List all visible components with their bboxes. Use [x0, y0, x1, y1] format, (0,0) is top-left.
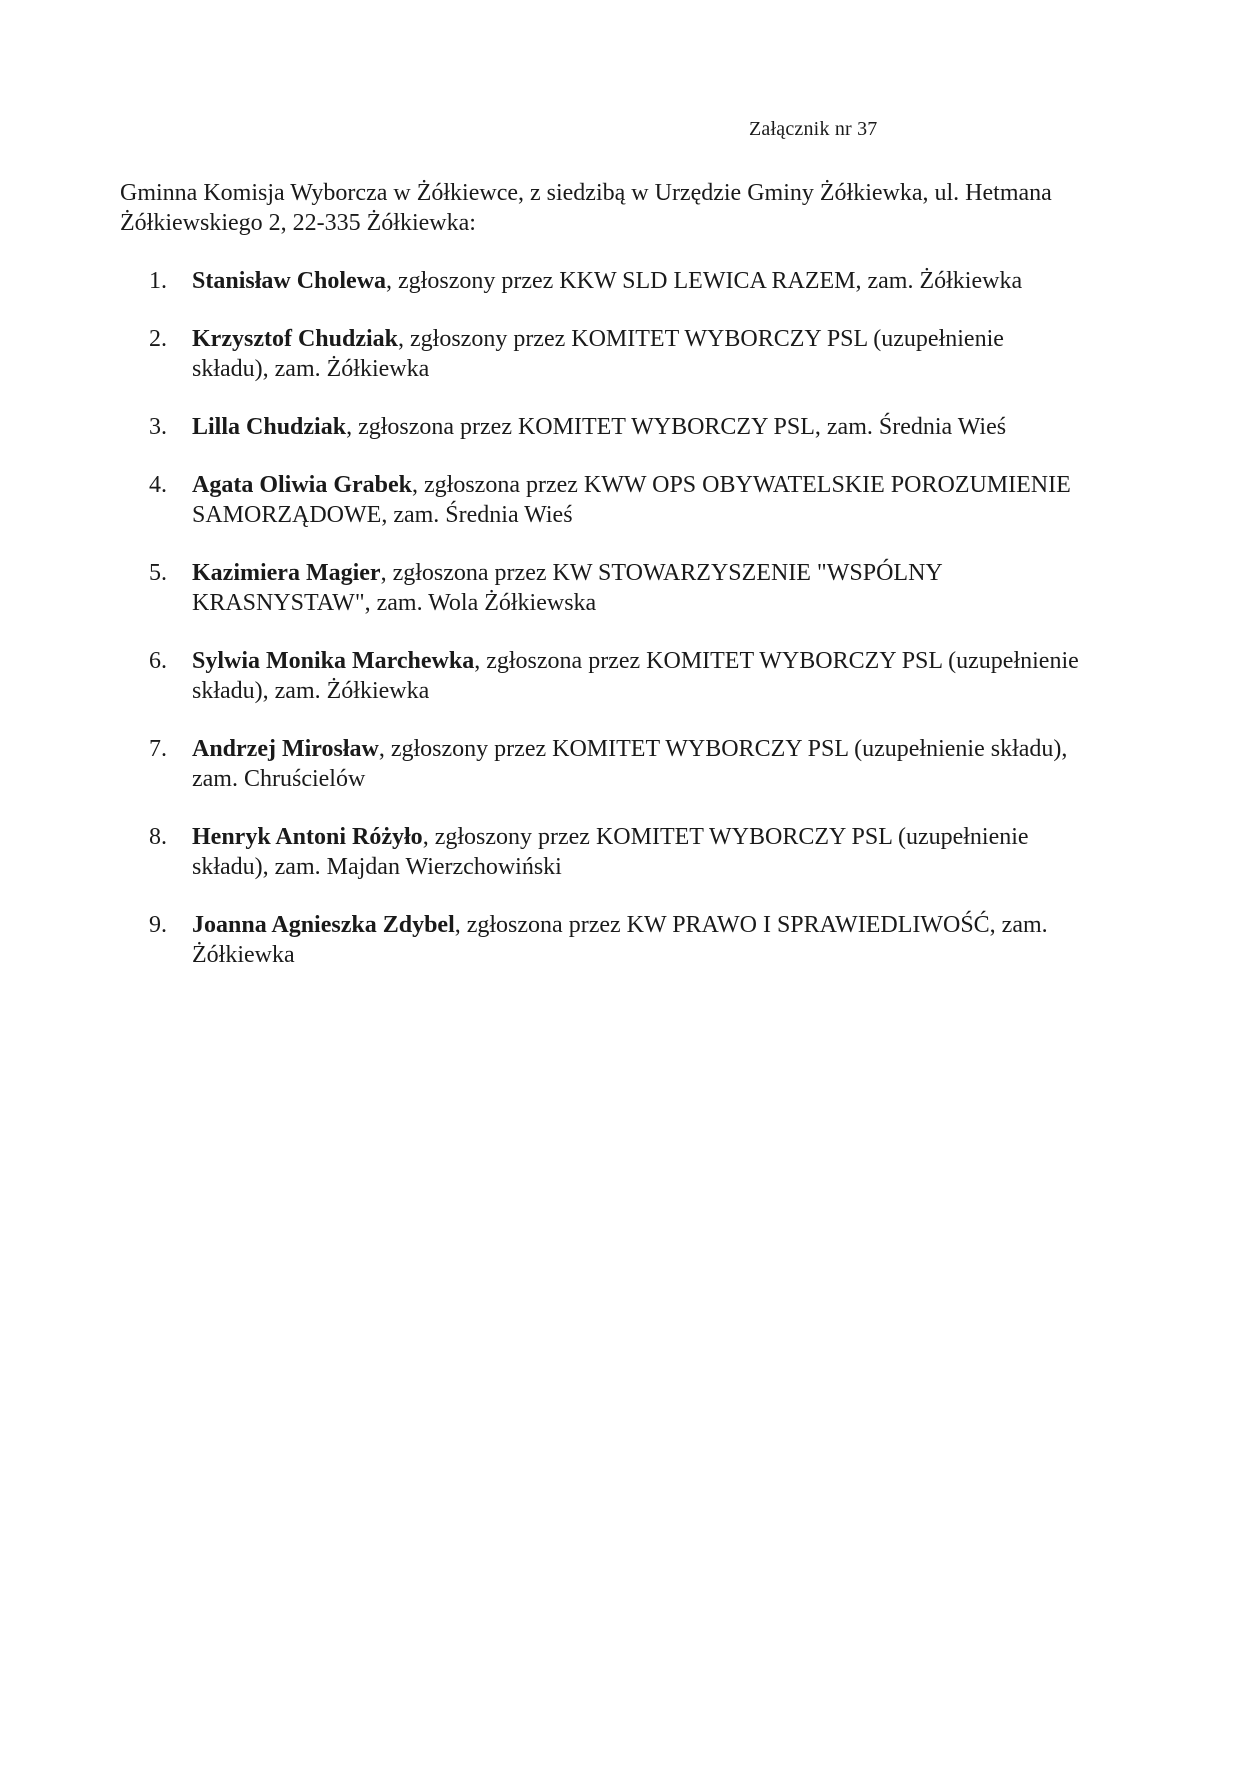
- list-item-number: 9.: [149, 912, 167, 938]
- list-item: [120, 266, 1080, 296]
- member-name: Joanna Agnieszka Zdybel: [192, 912, 455, 938]
- member-details: , zgłoszony przez KOMITET WYBORCZY PSL (uzupełnienie składu), zam. Chruścielów: [192, 736, 1068, 792]
- member-details: , zgłoszona przez KW PRAWO I SPRAWIEDLIWOŚĆ, zam. Żółkiewka: [192, 912, 1048, 968]
- list-item: [120, 910, 1080, 970]
- list-item-number: 1.: [149, 268, 167, 294]
- member-name: Andrzej Mirosław: [192, 736, 379, 762]
- member-name: Stanisław Cholewa: [192, 268, 387, 294]
- list-item: [120, 734, 1080, 794]
- member-details: , zgłoszona przez KWW OPS OBYWATELSKIE POROZUMIENIE SAMORZĄDOWE, zam. Średnia Wieś: [192, 472, 1071, 528]
- member-details: , zgłoszony przez KOMITET WYBORCZY PSL (uzupełnienie składu), zam. Żółkiewka: [192, 326, 1004, 382]
- list-item: [120, 646, 1080, 706]
- intro-paragraph: Gminna Komisja Wyborcza w Żółkiewce, z siedzibą w Urzędzie Gminy Żółkiewka, ul. Hetmana Żółkiewskiego 2, 22-335 Żółkiewka:: [120, 180, 1052, 236]
- list-item: [120, 470, 1080, 530]
- member-name: Lilla Chudziak: [192, 414, 347, 440]
- list-item-number: 8.: [149, 824, 167, 850]
- member-details: , zgłoszony przez KKW SLD LEWICA RAZEM, zam. Żółkiewka: [386, 268, 1023, 294]
- member-name: Krzysztof Chudziak: [192, 326, 398, 352]
- member-details: , zgłoszony przez KOMITET WYBORCZY PSL (uzupełnienie składu), zam. Majdan Wierzchowiński: [192, 824, 1029, 880]
- attachment-label: Załącznik nr 37: [749, 118, 878, 140]
- member-name: Agata Oliwia Grabek: [192, 472, 412, 498]
- member-details: , zgłoszona przez KOMITET WYBORCZY PSL (uzupełnienie składu), zam. Żółkiewka: [192, 648, 1079, 704]
- list-item: [120, 412, 1080, 442]
- list-item: [120, 324, 1080, 384]
- list-item-number: 2.: [149, 326, 167, 352]
- member-name: Kazimiera Magier: [192, 560, 381, 586]
- committee-members-list: [120, 266, 1080, 998]
- list-item-number: 4.: [149, 472, 167, 498]
- list-item-number: 6.: [149, 648, 167, 674]
- member-name: Sylwia Monika Marchewka: [192, 648, 475, 674]
- list-item-number: 5.: [149, 560, 167, 586]
- list-item-number: 3.: [149, 414, 167, 440]
- member-details: , zgłoszona przez KW STOWARZYSZENIE "WSPÓLNY KRASNYSTAW", zam. Wola Żółkiewska: [192, 560, 942, 616]
- member-details: , zgłoszona przez KOMITET WYBORCZY PSL, zam. Średnia Wieś: [346, 414, 1007, 440]
- list-item: [120, 822, 1080, 882]
- list-item: [120, 558, 1080, 618]
- member-name: Henryk Antoni Różyło: [192, 824, 423, 850]
- list-item-number: 7.: [149, 736, 167, 762]
